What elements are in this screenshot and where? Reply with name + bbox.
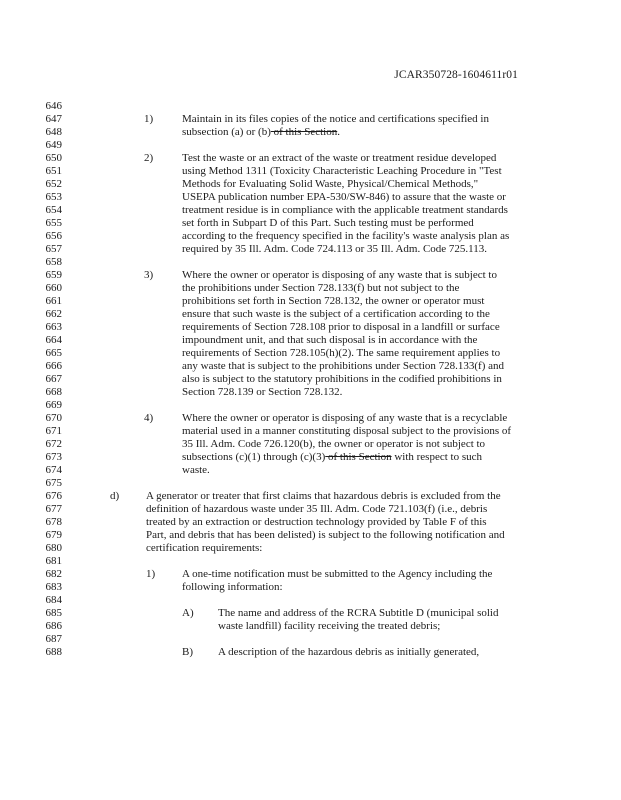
item-4-line: 35 Ill. Adm. Code 726.120(b), the owner or operator is not subject to [182, 438, 486, 450]
line-number: 668 [45, 386, 62, 398]
item-1-line: subsection (a) or (b) of this Section. [182, 126, 340, 138]
item-3-line: requirements of Section 728.105(h)(2). The same requirement applies to [182, 347, 501, 359]
item-3-line: Where the owner or operator is disposing of any waste that is subject to [182, 269, 497, 281]
item-2-line: Methods for Evaluating Solid Waste, Physical/Chemical Methods," [182, 178, 479, 190]
item-2-line: using Method 1311 (Toxicity Characteristic Leaching Procedure in "Test [182, 165, 502, 177]
item-1-line: Maintain in its files copies of the notice and certifications specified in [182, 113, 489, 125]
section-d-1-label: 1) [146, 568, 156, 580]
struck-text: of this Section [270, 126, 338, 138]
line-number: 658 [45, 256, 62, 268]
line-number: 674 [45, 464, 62, 476]
item-3-label: 3) [144, 269, 154, 281]
line-number: 684 [45, 594, 62, 606]
line-number: 646 [45, 100, 62, 112]
item-3-line: impoundment unit, and that such disposal is in accordance with the [182, 334, 478, 346]
document-id-header: JCAR350728-1604611r01 [394, 69, 518, 81]
item-3-line: prohibitions set forth in Section 728.132, the owner or operator must [182, 295, 485, 307]
line-number: 675 [45, 477, 62, 489]
item-2-line: Test the waste or an extract of the waste or treatment residue developed [182, 152, 497, 164]
section-d-line: certification requirements: [146, 542, 263, 554]
item-2-line: according to the frequency specified in the facility's waste analysis plan as [182, 230, 510, 242]
item-3-line: Section 728.139 or Section 728.132. [182, 386, 343, 398]
line-number: 663 [45, 321, 62, 333]
line-number: 680 [45, 542, 62, 554]
item-2-line: treatment residue is in compliance with the applicable treatment standards [182, 204, 508, 216]
line-number: 678 [45, 516, 62, 528]
line-number: 653 [45, 191, 62, 203]
line-number: 669 [45, 399, 62, 411]
item-3-line: also is subject to the statutory prohibitions in the codified prohibitions in [182, 373, 502, 385]
line-number: 657 [45, 243, 62, 255]
line-number: 679 [45, 529, 62, 541]
line-number: 662 [45, 308, 62, 320]
item-4-line: material used in a manner constituting disposal subject to the provisions of [182, 425, 512, 437]
section-d-1-line: A one-time notification must be submitted to the Agency including the [182, 568, 493, 580]
line-number: 666 [45, 360, 62, 372]
line-number: 677 [45, 503, 62, 515]
line-number: 654 [45, 204, 62, 216]
line-number: 650 [45, 152, 62, 164]
section-d-1-b-line: A description of the hazardous debris as initially generated, [218, 646, 480, 658]
line-number: 656 [45, 230, 62, 242]
item-4-line: waste. [182, 464, 210, 476]
section-d-line: definition of hazardous waste under 35 Ill. Adm. Code 721.103(f) (i.e., debris [146, 503, 488, 515]
section-d-1-a-line: waste landfill) facility receiving the treated debris; [218, 620, 441, 632]
section-d-1-line: following information: [182, 581, 283, 593]
struck-text: of this Section [325, 451, 392, 463]
line-number: 688 [45, 646, 62, 658]
line-number: 660 [45, 282, 62, 294]
item-4-line: subsections (c)(1) through (c)(3) of this Section with respect to such [182, 451, 483, 463]
line-number: 652 [45, 178, 62, 190]
line-number: 685 [45, 607, 62, 619]
line-number: 672 [45, 438, 62, 450]
item-1-label: 1) [144, 113, 154, 125]
section-d-label: d) [110, 490, 120, 502]
line-number: 687 [45, 633, 62, 645]
line-number: 681 [45, 555, 62, 567]
line-number: 671 [45, 425, 62, 437]
item-2-line: set forth in Subpart D of this Part. Such testing must be performed [182, 217, 474, 229]
line-number: 667 [45, 373, 62, 385]
item-3-line: requirements of Section 728.108 prior to disposal in a landfill or surface [182, 321, 500, 333]
line-number: 651 [45, 165, 62, 177]
section-d-line: A generator or treater that first claims that hazardous debris is excluded from the [146, 490, 501, 502]
item-2-label: 2) [144, 152, 154, 164]
item-3-line: ensure that such waste is the subject of a certification according to the [182, 308, 490, 320]
line-number: 670 [45, 412, 62, 424]
item-2-line: USEPA publication number EPA-530/SW-846) to assure that the waste or [182, 191, 506, 203]
line-number: 686 [45, 620, 62, 632]
section-d-1-b-label: B) [182, 646, 193, 658]
line-number: 649 [45, 139, 62, 151]
line-number: 659 [45, 269, 62, 281]
line-number: 673 [45, 451, 62, 463]
section-d-line: Part, and debris that has been delisted) is subject to the following notification and [146, 529, 505, 541]
item-2-line: required by 35 Ill. Adm. Code 724.113 or 35 Ill. Adm. Code 725.113. [182, 243, 488, 255]
item-3-line: any waste that is subject to the prohibitions under Section 728.133(f) and [182, 360, 504, 372]
line-number: 661 [45, 295, 62, 307]
line-number: 676 [45, 490, 62, 502]
line-number: 648 [45, 126, 62, 138]
item-4-line: Where the owner or operator is disposing of any waste that is a recyclable [182, 412, 508, 424]
line-number: 682 [45, 568, 62, 580]
item-4-label: 4) [144, 412, 154, 424]
line-number: 665 [45, 347, 62, 359]
section-d-1-a-label: A) [182, 607, 194, 619]
item-3-line: the prohibitions under Section 728.133(f) but not subject to the [182, 282, 460, 294]
line-number: 664 [45, 334, 62, 346]
line-number: 655 [45, 217, 62, 229]
section-d-1-a-line: The name and address of the RCRA Subtitle D (municipal solid [218, 607, 499, 619]
line-number: 683 [45, 581, 62, 593]
line-number: 647 [45, 113, 62, 125]
section-d-line: treated by an extraction or destruction technology provided by Table F of this [146, 516, 487, 528]
